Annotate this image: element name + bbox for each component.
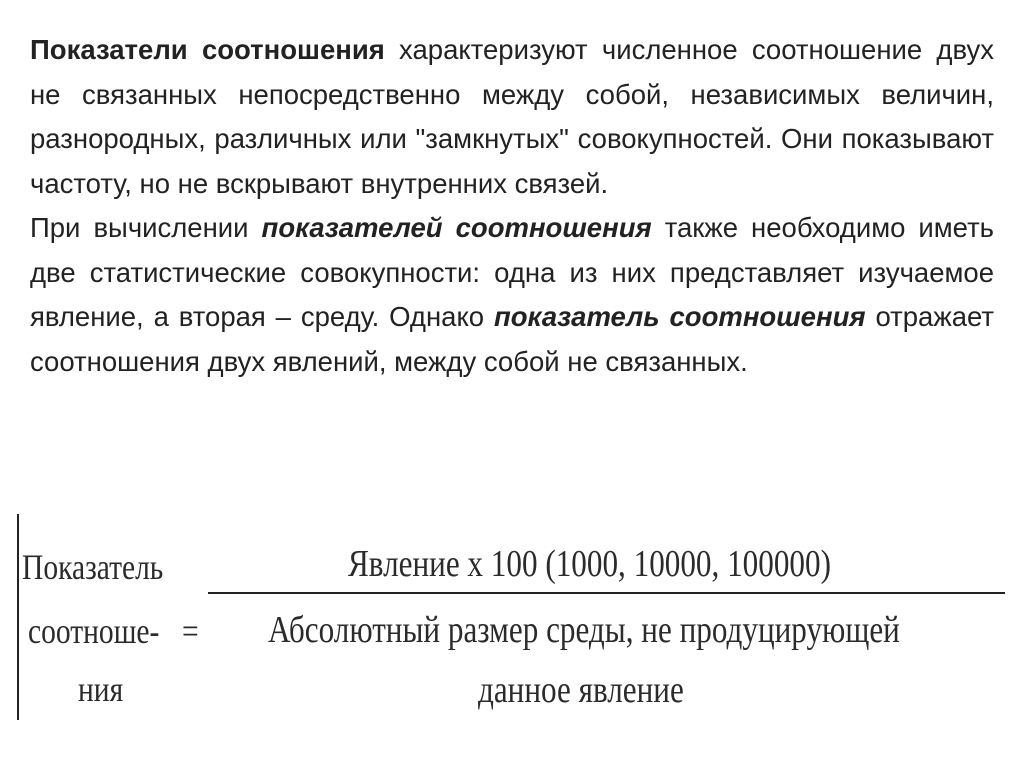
term-bold: Показатели соотношения xyxy=(30,34,385,65)
formula-lhs-line2: соотноше- xyxy=(28,611,160,651)
paragraph-1-text: характеризуют численное соотношение двух не связанных непосредственно между собой, независимых величин, разнородных, различных или "замкнутых" совокупностей. Они показывают частоту, но не вскрывают внутренних связей. xyxy=(30,34,994,199)
formula-equals: = xyxy=(182,611,199,651)
formula-lhs-line1: Показатель xyxy=(22,547,164,587)
formula-denominator-line1: Абсолютный размер среды, не продуцирующей xyxy=(268,609,900,651)
formula xyxy=(0,510,1024,720)
formula-denominator-line2: данное явление xyxy=(478,669,684,711)
formula-numerator: Явление х 100 (1000, 10000, 100000) xyxy=(348,543,831,585)
formula-left-bar xyxy=(17,514,19,720)
paragraph-1 xyxy=(30,28,994,206)
term-bold-italic-1: показателей соотношения xyxy=(261,212,652,243)
paragraph-2 xyxy=(30,206,994,384)
paragraph-2-lead: При вычислении xyxy=(30,212,262,243)
paragraph-2-mid: также необходимо иметь две статистические совокупности: одна из них представляет изучаемое явление, а вторая – среду. Однако xyxy=(30,212,994,332)
fraction-line xyxy=(208,592,1005,594)
text-block xyxy=(30,28,994,384)
formula-lhs-line3: ния xyxy=(78,669,124,709)
paragraph-2-tail: отражает соотношения двух явлений, между собой не связанных. xyxy=(30,301,994,377)
term-bold-italic-2: показатель соотношения xyxy=(493,301,866,332)
